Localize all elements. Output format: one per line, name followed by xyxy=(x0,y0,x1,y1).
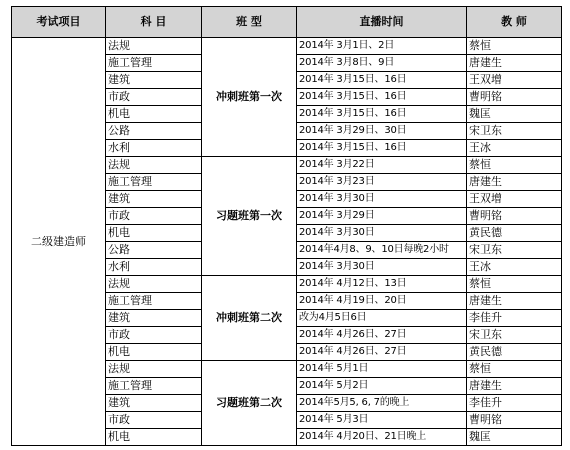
live-time-cell: 2014年 3月29日 xyxy=(297,208,467,225)
teacher-cell: 王冰 xyxy=(467,140,562,157)
teacher-cell: 唐建生 xyxy=(467,293,562,310)
teacher-cell: 曹明铭 xyxy=(467,412,562,429)
subject-cell: 法规 xyxy=(106,38,202,55)
live-time-cell: 2014年 4月20日、21日晚上 xyxy=(297,429,467,446)
live-time-cell: 2014年 4月26日、27日 xyxy=(297,327,467,344)
live-time-cell: 2014年 3月29日、30日 xyxy=(297,123,467,140)
subject-cell: 施工管理 xyxy=(106,55,202,72)
subject-cell: 公路 xyxy=(106,242,202,259)
live-time-cell: 2014年 3月30日 xyxy=(297,259,467,276)
live-time-cell: 2014年 4月12日、13日 xyxy=(297,276,467,293)
live-time-cell: 2014年 3月30日 xyxy=(297,225,467,242)
live-time-cell: 2014年 3月8日、9日 xyxy=(297,55,467,72)
subject-cell: 建筑 xyxy=(106,72,202,89)
header-subject: 科 目 xyxy=(106,7,202,38)
teacher-cell: 唐建生 xyxy=(467,378,562,395)
live-time-cell: 2014年 3月15日、16日 xyxy=(297,106,467,123)
subject-cell: 机电 xyxy=(106,344,202,361)
schedule-body xyxy=(12,38,562,446)
live-time-cell: 2014年 5月2日 xyxy=(297,378,467,395)
class-type-cell: 习题班第二次 xyxy=(202,361,297,446)
live-time-cell: 2014年 3月30日 xyxy=(297,191,467,208)
subject-cell: 法规 xyxy=(106,361,202,378)
class-type-cell: 习题班第一次 xyxy=(202,157,297,276)
teacher-cell: 魏匡 xyxy=(467,429,562,446)
teacher-cell: 唐建生 xyxy=(467,174,562,191)
teacher-cell: 宋卫东 xyxy=(467,242,562,259)
teacher-cell: 蔡恒 xyxy=(467,38,562,55)
subject-cell: 施工管理 xyxy=(106,293,202,310)
teacher-cell: 宋卫东 xyxy=(467,327,562,344)
live-time-cell: 2014年 4月26日、27日 xyxy=(297,344,467,361)
live-time-cell: 2014年5月5, 6, 7的晚上 xyxy=(297,395,467,412)
subject-cell: 市政 xyxy=(106,208,202,225)
subject-cell: 公路 xyxy=(106,123,202,140)
teacher-cell: 蔡恒 xyxy=(467,276,562,293)
teacher-cell: 蔡恒 xyxy=(467,157,562,174)
subject-cell: 水利 xyxy=(106,259,202,276)
live-time-cell: 改为4月5日6日 xyxy=(297,310,467,327)
subject-cell: 机电 xyxy=(106,429,202,446)
subject-cell: 建筑 xyxy=(106,395,202,412)
header-live-time: 直播时间 xyxy=(297,7,467,38)
header-class-type: 班 型 xyxy=(202,7,297,38)
subject-cell: 市政 xyxy=(106,327,202,344)
teacher-cell: 李佳升 xyxy=(467,395,562,412)
live-time-cell: 2014年 3月15日、16日 xyxy=(297,89,467,106)
teacher-cell: 黄民德 xyxy=(467,225,562,242)
teacher-cell: 李佳升 xyxy=(467,310,562,327)
header-row xyxy=(12,7,562,38)
header-teacher: 教 师 xyxy=(467,7,562,38)
teacher-cell: 宋卫东 xyxy=(467,123,562,140)
teacher-cell: 王冰 xyxy=(467,259,562,276)
schedule-table xyxy=(11,6,562,446)
subject-cell: 施工管理 xyxy=(106,378,202,395)
subject-cell: 机电 xyxy=(106,225,202,242)
live-time-cell: 2014年 5月3日 xyxy=(297,412,467,429)
teacher-cell: 蔡恒 xyxy=(467,361,562,378)
teacher-cell: 王双增 xyxy=(467,72,562,89)
subject-cell: 施工管理 xyxy=(106,174,202,191)
teacher-cell: 唐建生 xyxy=(467,55,562,72)
live-time-cell: 2014年 3月1日、2日 xyxy=(297,38,467,55)
teacher-cell: 王双增 xyxy=(467,191,562,208)
live-time-cell: 2014年 3月23日 xyxy=(297,174,467,191)
teacher-cell: 曹明铭 xyxy=(467,208,562,225)
header-exam: 考试项目 xyxy=(12,7,106,38)
subject-cell: 市政 xyxy=(106,89,202,106)
exam-name-cell: 二级建造师 xyxy=(12,38,106,446)
subject-cell: 机电 xyxy=(106,106,202,123)
subject-cell: 建筑 xyxy=(106,310,202,327)
class-type-cell: 冲刺班第一次 xyxy=(202,38,297,157)
live-time-cell: 2014年 3月15日、16日 xyxy=(297,140,467,157)
live-time-cell: 2014年 3月22日 xyxy=(297,157,467,174)
teacher-cell: 曹明铭 xyxy=(467,89,562,106)
subject-cell: 建筑 xyxy=(106,191,202,208)
teacher-cell: 魏匡 xyxy=(467,106,562,123)
live-time-cell: 2014年4月8、9、10日每晚2小时 xyxy=(297,242,467,259)
class-type-cell: 冲刺班第二次 xyxy=(202,276,297,361)
live-time-cell: 2014年 4月19日、20日 xyxy=(297,293,467,310)
subject-cell: 法规 xyxy=(106,157,202,174)
table-row xyxy=(12,38,562,55)
teacher-cell: 黄民德 xyxy=(467,344,562,361)
live-time-cell: 2014年 5月1日 xyxy=(297,361,467,378)
subject-cell: 法规 xyxy=(106,276,202,293)
live-time-cell: 2014年 3月15日、16日 xyxy=(297,72,467,89)
subject-cell: 水利 xyxy=(106,140,202,157)
subject-cell: 市政 xyxy=(106,412,202,429)
